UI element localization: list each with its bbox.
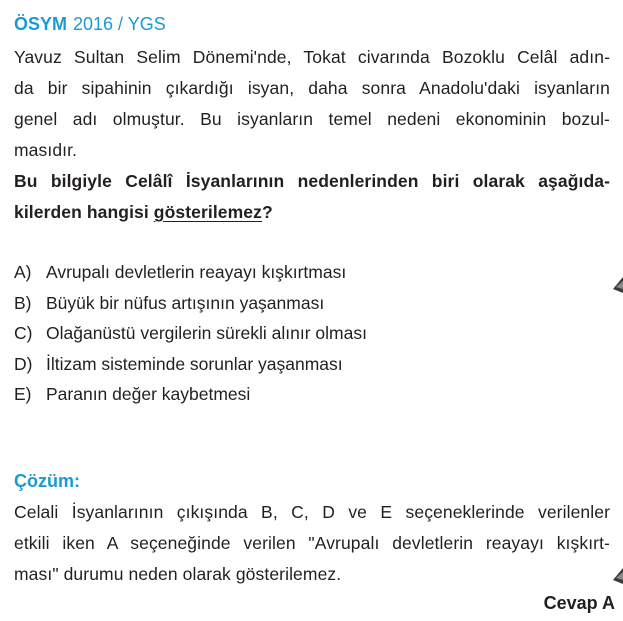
intro-line: Yavuz Sultan Selim Dönemi'nde, Tokat civarında Bozoklu Celâl adın- — [14, 47, 610, 67]
option-text: Olağanüstü vergilerin sürekli alınır olması — [46, 323, 367, 343]
solution-line: ması" durumu neden olarak gösterilemez. — [14, 564, 342, 584]
answer-options — [14, 257, 367, 410]
option-text: Büyük bir nüfus artışının yaşanması — [46, 292, 325, 313]
option-text: İltizam sisteminde sorunlar yaşanması — [46, 353, 343, 374]
question-line — [14, 197, 610, 228]
intro-line: da bir sipahinin çıkardığı isyan, daha sonra Anadolu'daki isyanların — [14, 78, 610, 98]
intro-line: masıdır. — [14, 140, 78, 160]
solution-title: Çözüm: — [14, 471, 80, 491]
option-text: Paranın değer kaybetmesi — [46, 384, 251, 404]
option-letter: A) — [14, 262, 32, 282]
intro-line: genel adı olmuştur. Bu isyanların temel nedeni ekonominin bozul- — [14, 109, 610, 129]
question-intro — [14, 42, 610, 166]
solution-line: etkili iken A seçeneğinde verilen "Avrupalı devletlerin reayayı kışkırt- — [14, 533, 610, 553]
source-exam: 2016 / YGS — [73, 14, 166, 34]
option-letter: E) — [14, 384, 32, 404]
source-header — [14, 13, 166, 35]
solution-text — [14, 497, 610, 590]
question-line: Bu bilgiyle Celâlî İsyanlarının nedenlerinden biri olarak aşağıda- — [14, 171, 610, 191]
pencil-marker-icon — [611, 568, 623, 584]
source-org: ÖSYM — [14, 14, 68, 34]
option-letter: D) — [14, 353, 33, 374]
option-d[interactable] — [14, 349, 367, 380]
answer-label: Cevap A — [543, 593, 615, 613]
question-text: kilerden hangisi — [14, 202, 154, 222]
question-mark: ? — [261, 202, 273, 222]
option-text: Avrupalı devletlerin reayayı kışkırtması — [46, 262, 347, 282]
option-b[interactable] — [14, 288, 367, 319]
option-a[interactable] — [14, 257, 367, 288]
solution-line: Celali İsyanlarının çıkışında B, C, D ve E seçeneklerinde verilenler — [14, 502, 610, 522]
option-e[interactable] — [14, 379, 367, 410]
option-c[interactable] — [14, 318, 367, 349]
pencil-marker-icon — [611, 277, 623, 293]
option-letter: C) — [14, 323, 33, 343]
option-letter: B) — [14, 292, 32, 313]
question-emphasis: gösterilemez — [153, 202, 262, 222]
question-stem — [14, 166, 610, 228]
